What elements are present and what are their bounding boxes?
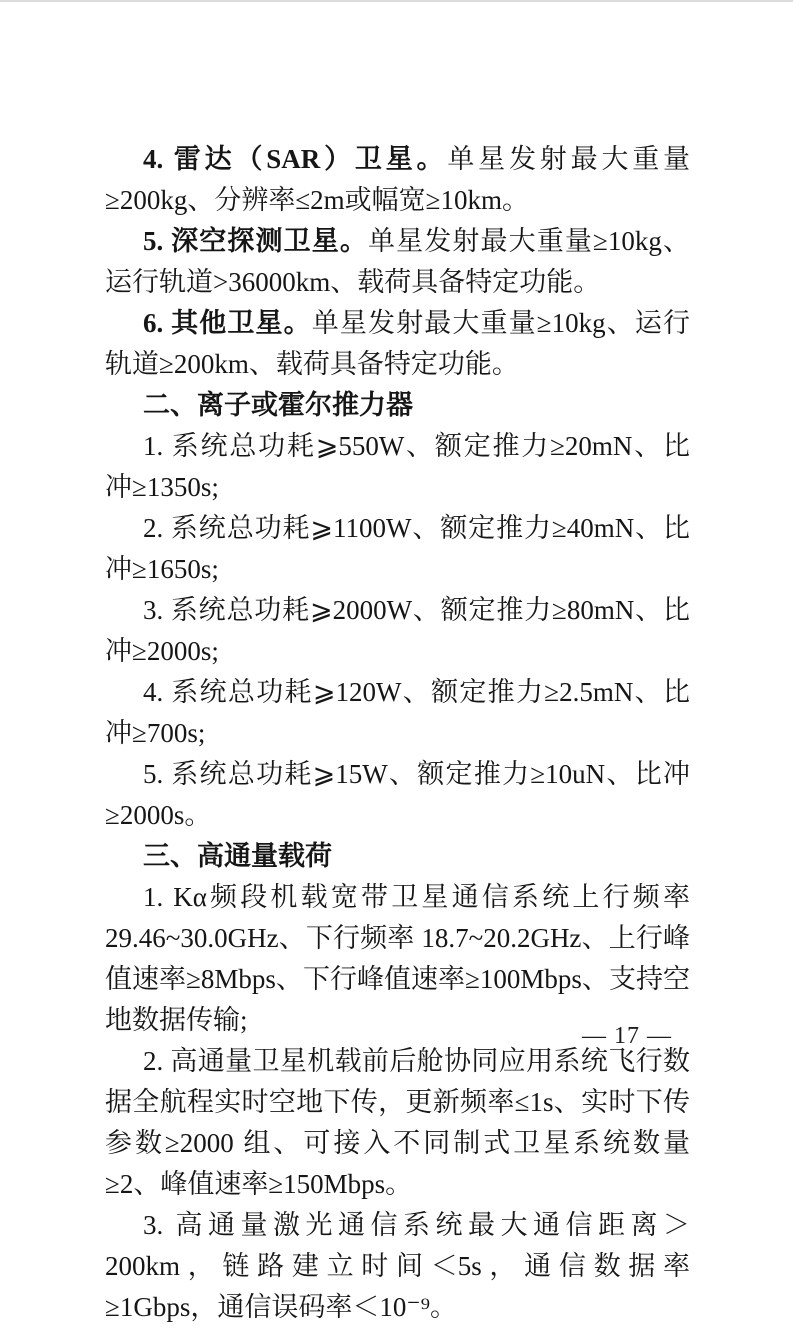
paragraph-satellite-6-lead: 6. 其他卫星。	[143, 308, 312, 338]
section-heading-high-throughput-payload: 三、高通量载荷	[143, 841, 332, 872]
thruster-item-1: 1. 系统总功耗⩾550W、额定推力≥20mN、比冲≥1350s;	[105, 431, 690, 502]
scan-edge-artifact	[0, 0, 793, 2]
paragraph-satellite-4-body: 单星发射最大重量≥200kg、分辨率≤2m或幅宽≥10km。	[105, 144, 691, 215]
section-heading-thrusters: 二、离子或霍尔推力器	[143, 390, 413, 421]
paragraph-satellite-5	[105, 221, 690, 303]
payload-item-3: 3. 高通量激光通信系统最大通信距离＞200km，链路建立时间＜5s，通信数据率≥1Gbps，通信误码率＜10⁻⁹。	[105, 1210, 690, 1322]
document-body	[105, 139, 690, 1328]
paragraph-satellite-5-body: 单星发射最大重量≥10kg、运行轨道>36000km、载荷具备特定功能。	[105, 226, 690, 297]
paragraph-satellite-5-lead: 5. 深空探测卫星。	[143, 226, 369, 256]
paragraph-satellite-4-lead: 4. 雷达（SAR）卫星。	[143, 144, 448, 174]
payload-item-1: 1. Kα频段机载宽带卫星通信系统上行频率 29.46~30.0GHz、下行频率 18.7~20.2GHz、上行峰值速率≥8Mbps、下行峰值速率≥100Mbps、支持空地数据传输;	[105, 882, 690, 1035]
thruster-item-3: 3. 系统总功耗⩾2000W、额定推力≥80mN、比冲≥2000s;	[105, 595, 690, 666]
paragraph-satellite-6	[105, 303, 690, 385]
paragraph-satellite-6-body: 单星发射最大重量≥10kg、运行轨道≥200km、载荷具备特定功能。	[105, 308, 691, 379]
paragraph-satellite-4	[105, 139, 690, 221]
thruster-item-4: 4. 系统总功耗⩾120W、额定推力≥2.5mN、比冲≥700s;	[105, 677, 690, 748]
page-number: — 17 —	[582, 1023, 672, 1049]
payload-item-2: 2. 高通量卫星机载前后舱协同应用系统飞行数据全航程实时空地下传，更新频率≤1s、实时下传参数≥2000 组、可接入不同制式卫星系统数量≥2、峰值速率≥150Mbps。	[105, 1046, 690, 1199]
thruster-item-2: 2. 系统总功耗⩾1100W、额定推力≥40mN、比冲≥1650s;	[105, 513, 690, 584]
thruster-item-5: 5. 系统总功耗⩾15W、额定推力≥10uN、比冲≥2000s。	[105, 759, 690, 830]
